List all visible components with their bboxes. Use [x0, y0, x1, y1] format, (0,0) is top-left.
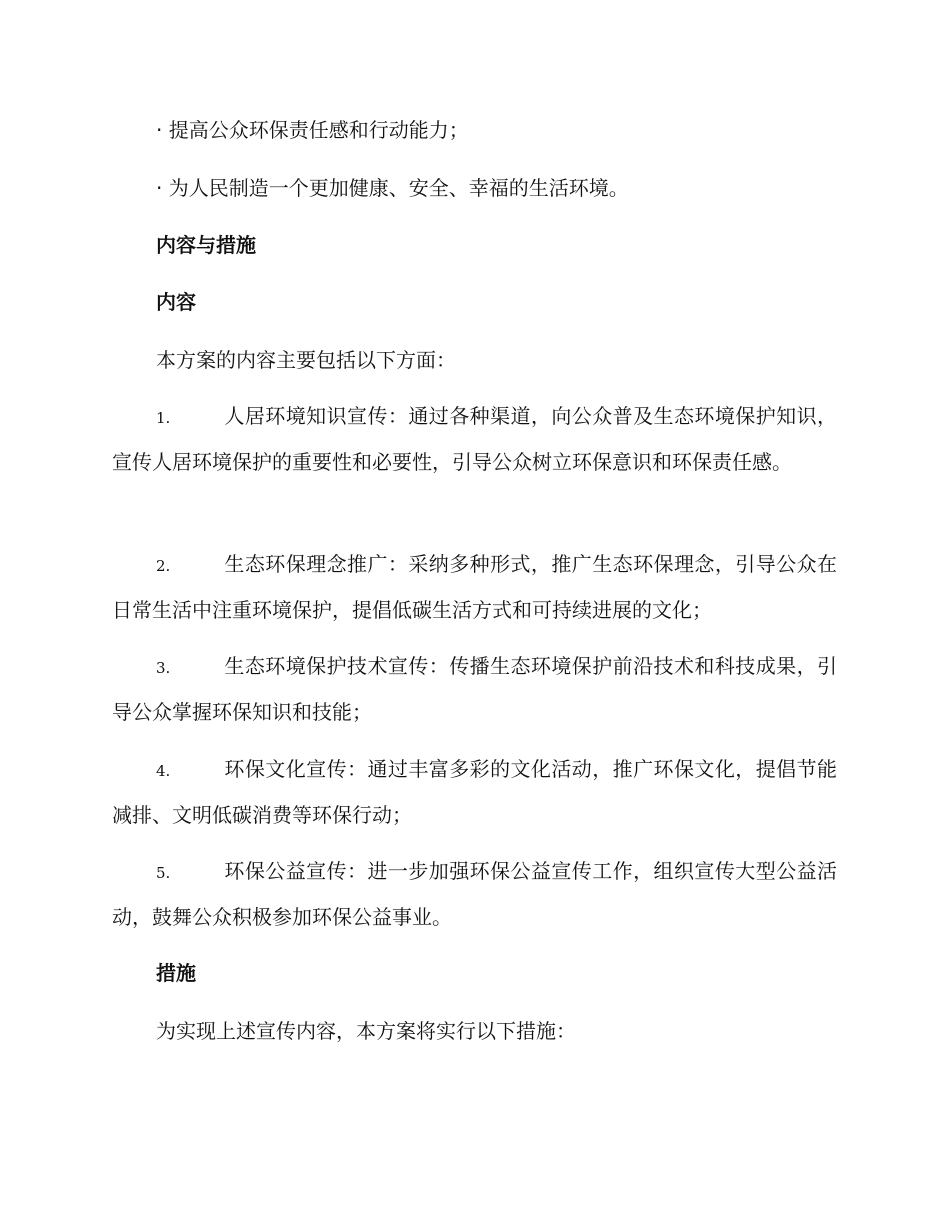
list-item-text: 人居环境知识宣传：通过各种渠道，向公众普及生态环境保护知识，宣传人居环境保护的重要性和必要性，引导公众树立环保意识和环保责任感。: [112, 404, 837, 474]
list-item-text: 生态环保理念推广：采纳多种形式，推广生态环保理念，引导公众在日常生活中注重环境保护，提倡低碳生活方式和可持续进展的文化；: [112, 552, 837, 622]
list-item-text: 环保公益宣传：进一步加强环保公益宣传工作，组织宣传大型公益活动，鼓舞公众积极参加环保公益事业。: [112, 859, 837, 929]
section-title: 内容与措施: [156, 233, 256, 257]
content-list-item: [112, 747, 837, 837]
list-item-text: 生态环境保护技术宣传：传播生态环境保护前沿技术和科技成果，引导公众掌握环保知识和技能；: [112, 654, 837, 724]
list-item-text: 环保文化宣传：通过丰富多彩的文化活动，推广环保文化，提倡节能减排、文明低碳消费等环保行动；: [112, 757, 837, 827]
list-number: 3.: [156, 659, 171, 677]
content-intro: 本方案的内容主要包括以下方面：: [156, 348, 456, 372]
content-heading: 内容: [156, 290, 196, 314]
list-number: 4.: [156, 762, 171, 780]
bullet-item: · 为人民制造一个更加健康、安全、幸福的生活环境。: [156, 176, 629, 200]
content-list-item: [112, 849, 837, 939]
measures-heading: 措施: [156, 961, 196, 985]
content-list-item: [112, 394, 837, 484]
list-number: 1.: [156, 409, 171, 427]
list-number: 2.: [156, 557, 171, 575]
list-number: 5.: [156, 864, 171, 882]
bullet-item: · 提高公众环保责任感和行动能力；: [156, 118, 469, 142]
content-list-item: [112, 644, 837, 734]
content-list-item: [112, 542, 837, 632]
measures-intro: 为实现上述宣传内容，本方案将实行以下措施：: [156, 1019, 576, 1043]
